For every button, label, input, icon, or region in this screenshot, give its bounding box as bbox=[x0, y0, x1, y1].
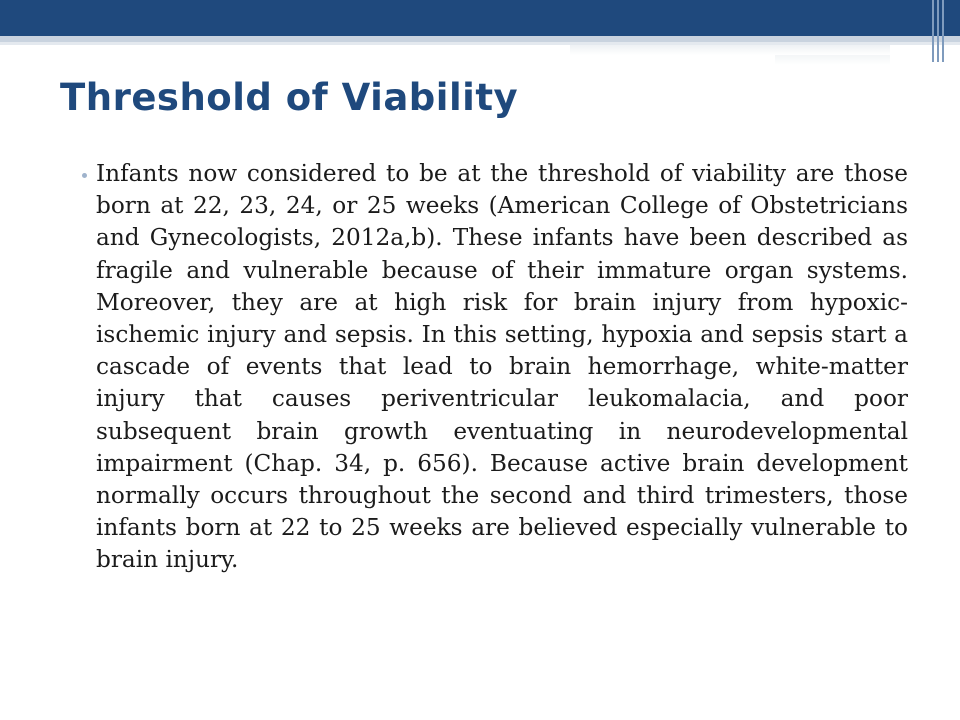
bullet-text: Infants now considered to be at the threshold of viability are those born at 22, 23, 24, or 25 weeks (American College of Obstetricians and Gynecologists, 2012a,b). These infants have been described as fragile and vulnerable because of their immature organ systems. Moreover, they are at high risk for brain injury from hypoxic-ischemic injury and sepsis. In this setting, hypoxia and sepsis start a cascade of events that lead to brain hemorrhage, white-matter injury that causes periventricular leukomalacia, and poor subsequent brain growth eventuating in neurodevelopmental impairment (Chap. 34, p. 656). Because active brain development normally occurs throughout the second and third trimesters, those infants born at 22 to 25 weeks are believed especially vulnerable to brain injury. bbox=[96, 160, 908, 574]
header-band bbox=[0, 0, 960, 36]
decorative-accent-lines bbox=[932, 0, 952, 62]
slide-title: Threshold of Viability bbox=[60, 76, 519, 119]
decorative-shade-small bbox=[775, 55, 890, 65]
bullet-dot bbox=[82, 173, 87, 178]
decorative-shade bbox=[570, 45, 890, 55]
